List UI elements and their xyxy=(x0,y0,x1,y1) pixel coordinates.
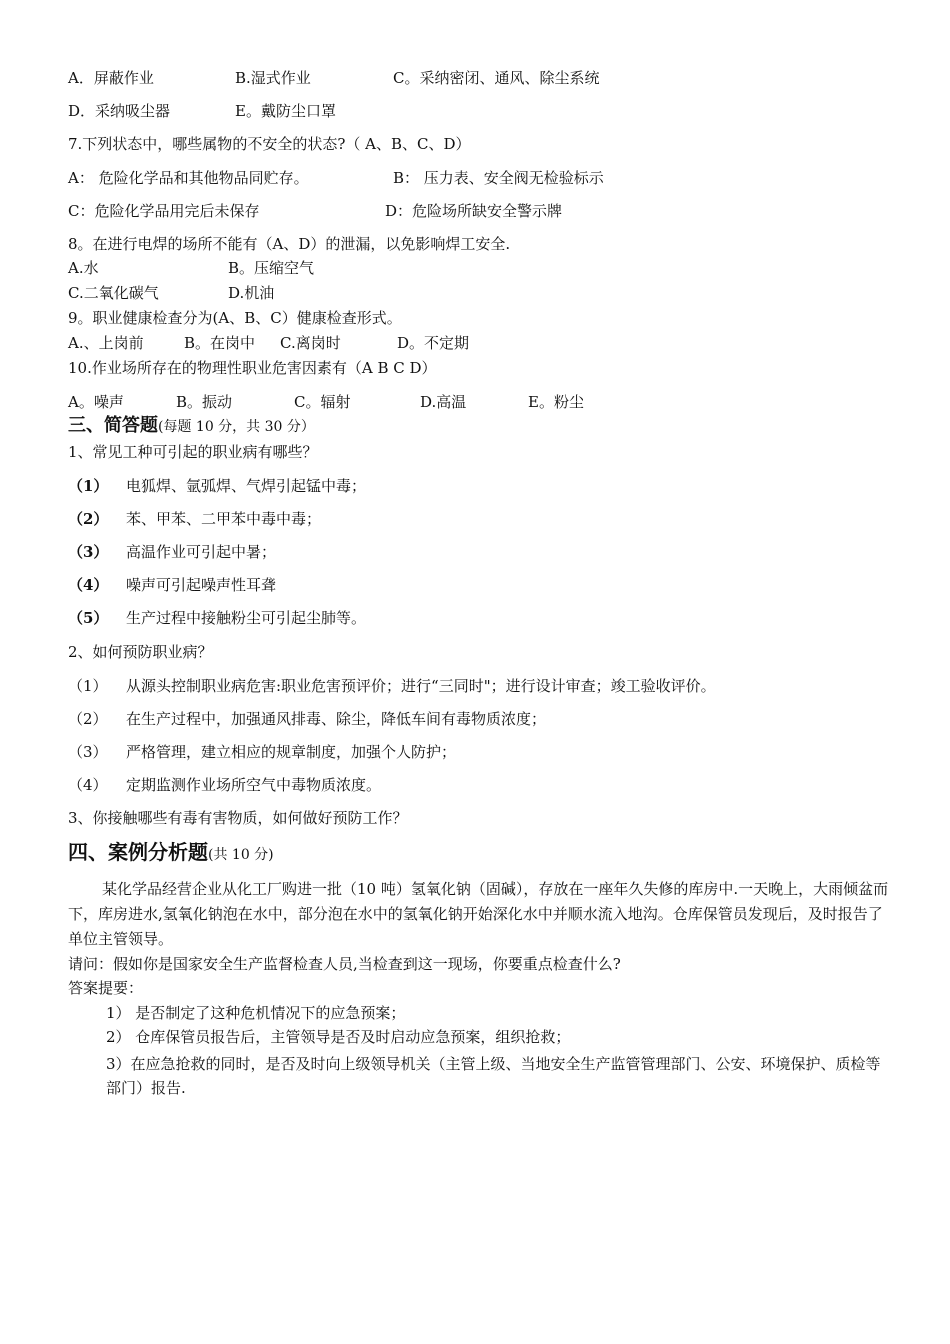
answer-item: 3）在应急抢救的同时，是否及时向上级领导机关（主管上级、当地安全生产监管管理部门、公安、环境保护、质检等部门）报告. xyxy=(106,1055,881,1097)
q10-option-d: D.高温 xyxy=(420,393,467,411)
q1-item-text: 电狐焊、氩弧焊、气焊引起锰中毒； xyxy=(126,477,367,495)
q2-item-text: 定期监测作业场所空气中毒物质浓度。 xyxy=(126,776,382,794)
section3-title: 三、简答题 xyxy=(68,415,158,436)
q2-item-num: （2） xyxy=(68,710,108,728)
q9-option-c: C.离岗时 xyxy=(280,334,341,352)
q8-option-a: A.水 xyxy=(68,259,99,277)
q6-option-b: B.湿式作业 xyxy=(235,69,311,87)
q7-stem: 7.下列状态中，哪些属物的不安全的状态?（ A、B、C、D） xyxy=(68,135,471,153)
section3-heading xyxy=(68,416,315,437)
section3-q1-stem: 1、常见工种可引起的职业病有哪些？ xyxy=(68,443,318,461)
answer-label: 答案提要： xyxy=(68,979,144,997)
q8-option-d: D.机油 xyxy=(228,284,275,302)
q10-stem: 10.作业场所存在的物理性职业危害因素有（A B C D） xyxy=(68,359,437,377)
q7-option-c: C：危险化学品用完后未保存 xyxy=(68,202,260,220)
q9-option-d: D。不定期 xyxy=(397,334,470,352)
section3-q2-stem: 2、如何预防职业病？ xyxy=(68,643,213,661)
q7-option-a: A： 危险化学品和其他物品同贮存。 xyxy=(68,169,309,187)
q2-item-num: （3） xyxy=(68,743,108,761)
q2-item-text: 在生产过程中，加强通风排毒、除尘，降低车间有毒物质浓度； xyxy=(126,710,547,728)
section4-heading xyxy=(68,842,274,865)
answer-item: 1） 是否制定了这种危机情况下的应急预案； xyxy=(106,1004,406,1022)
q1-item-text: 噪声可引起噪声性耳聋 xyxy=(126,576,277,594)
q1-item-text: 苯、甲苯、二甲苯中毒中毒； xyxy=(126,510,322,528)
section3-note: (每题 10 分，共 30 分） xyxy=(158,419,315,435)
q9-option-b: B。在岗中 xyxy=(184,334,256,352)
section4-note: (共 10 分) xyxy=(208,847,274,863)
q6-option-a: A．屏蔽作业 xyxy=(68,69,154,87)
q2-item-num: （4） xyxy=(68,776,108,794)
q1-item-num: （5） xyxy=(68,609,109,627)
q1-item-num: （2） xyxy=(68,510,109,528)
q8-stem: 8。在进行电焊的场所不能有（A、D）的泄漏，以免影响焊工安全. xyxy=(68,235,511,253)
q1-item-num: （1） xyxy=(68,477,109,495)
q10-option-b: B。振动 xyxy=(176,393,233,411)
case-text: 某化学品经营企业从化工厂购进一批（10 吨）氢氧化钠（固碱），存放在一座年久失修的库房中.一天晚上，大雨倾盆而下，库房进水,氢氧化钠泡在水中，部分泡在水中的氢氧化钠开始深化水中并顺水流入地沟。仓库保管员发现后，及时报告了单位主管领导。 xyxy=(68,880,889,948)
q1-item-num: （3） xyxy=(68,543,109,561)
q6-option-d: D．采纳吸尘器 xyxy=(68,102,171,120)
q1-item-num: （4） xyxy=(68,576,109,594)
q2-item-num: （1） xyxy=(68,677,108,695)
q8-option-c: C.二氧化碳气 xyxy=(68,284,159,302)
case-question: 请问：假如你是国家安全生产监督检查人员,当检查到这一现场，你要重点检查什么? xyxy=(68,955,621,973)
q9-option-a: A.、上岗前 xyxy=(68,334,144,352)
q8-option-b: B。压缩空气 xyxy=(228,259,315,277)
q1-item-text: 高温作业可引起中暑； xyxy=(126,543,277,561)
q7-option-b: B： 压力表、安全阀无检验标示 xyxy=(393,169,604,187)
q2-item-text: 从源头控制职业病危害:职业危害预评价；进行“三同时"；进行设计审查；竣工验收评价。 xyxy=(126,677,716,695)
q7-option-d: D：危险场所缺安全警示牌 xyxy=(385,202,563,220)
q9-stem: 9。职业健康检查分为(A、B、C）健康检查形式。 xyxy=(68,309,402,327)
q10-option-e: E。粉尘 xyxy=(528,393,584,411)
q6-option-e: E。戴防尘口罩 xyxy=(235,102,336,120)
section3-q3-stem: 3、你接触哪些有毒有害物质，如何做好预防工作？ xyxy=(68,809,408,827)
answer-item: 2） 仓库保管员报告后，主管领导是否及时启动应急预案，组织抢救； xyxy=(106,1028,571,1046)
q10-option-c: C。辐射 xyxy=(294,393,351,411)
q10-option-a: A。噪声 xyxy=(68,393,124,411)
q2-item-text: 严格管理，建立相应的规章制度，加强个人防护； xyxy=(126,743,457,761)
q6-option-c: C。采纳密闭、通风、除尘系统 xyxy=(393,69,600,87)
section4-title: 四、案例分析题 xyxy=(68,840,208,864)
q1-item-text: 生产过程中接触粉尘可引起尘肺等。 xyxy=(126,609,367,627)
